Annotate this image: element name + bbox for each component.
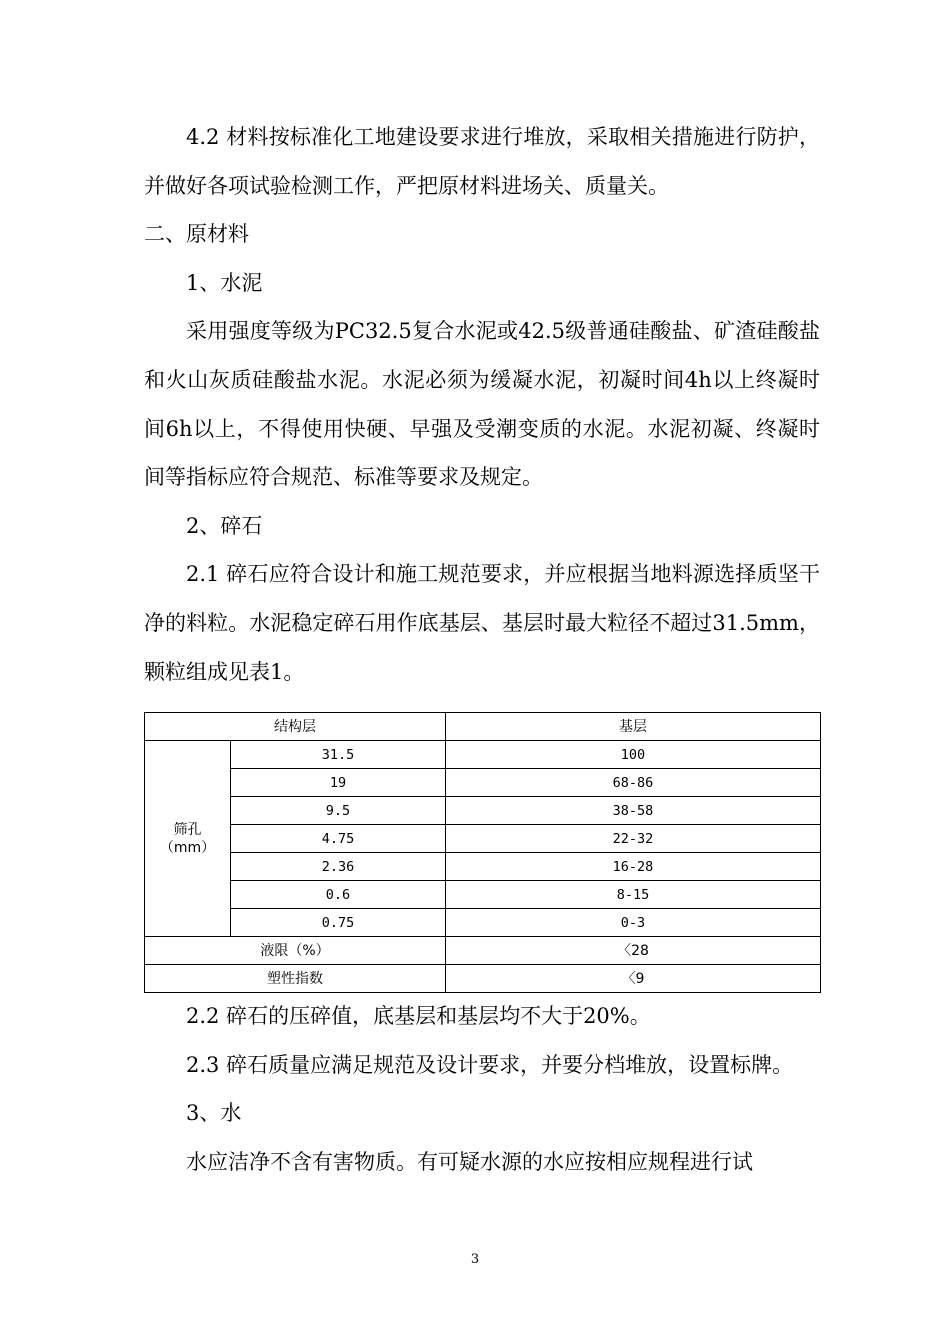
passing-percent: 8-15 (446, 881, 821, 909)
subheading-water: 3、水 (186, 1101, 242, 1126)
table-row (145, 769, 821, 797)
section-heading-raw-materials: 二、原材料 (144, 222, 249, 247)
page-number: 3 (470, 1252, 480, 1267)
table-row (145, 741, 821, 769)
table-row (145, 881, 821, 909)
paragraph-cement: 采用强度等级为PC32.5复合水泥或42.5级普通硅酸盐、矿渣硅酸盐和火山灰质硅酸盐水泥。水泥必须为缓凝水泥，初凝时间4h以上终凝时间6h以上，不得使用快硬、早强及受潮变质的水泥。水泥初凝、终凝时间等指标应符合规范、标准等要求及规定。 (144, 319, 820, 490)
paragraph-2-1: 2.1 碎石应符合设计和施工规范要求，并应根据当地料源选择质坚干净的料粒。水泥稳定碎石用作底基层、基层时最大粒径不超过31.5mm，颗粒组成见表1。 (144, 562, 820, 684)
sieve-size: 2.36 (231, 853, 446, 881)
passing-percent: 16-28 (446, 853, 821, 881)
sieve-unit: （mm） (159, 839, 216, 856)
sieve-label-cell (145, 741, 231, 937)
header-structure-layer: 结构层 (145, 713, 446, 741)
subheading-crushed-stone: 2、碎石 (186, 513, 263, 538)
liquid-limit-label: 液限（%） (145, 937, 446, 965)
subheading-cement: 1、水泥 (186, 270, 263, 295)
sieve-size: 0.75 (231, 909, 446, 937)
paragraph-2-3: 2.3 碎石质量应满足规范及设计要求，并要分档堆放，设置标牌。 (186, 1052, 794, 1077)
sieve-size: 19 (231, 769, 446, 797)
sieve-label: 筛孔 (173, 821, 202, 838)
passing-percent: 100 (446, 741, 821, 769)
plasticity-index-value: 〈9 (446, 965, 821, 993)
passing-percent: 0-3 (446, 909, 821, 937)
header-base-layer: 基层 (446, 713, 821, 741)
table-row (145, 825, 821, 853)
text-block-before-table (144, 113, 820, 696)
liquid-limit-value: 〈28 (446, 937, 821, 965)
gradation-table (144, 712, 821, 993)
paragraph-water: 水应洁净不含有害物质。有可疑水源的水应按相应规程进行试 (186, 1149, 753, 1174)
table-row (145, 797, 821, 825)
paragraph-2-2: 2.2 碎石的压碎值，底基层和基层均不大于20%。 (186, 1004, 651, 1028)
table-row (145, 853, 821, 881)
sieve-size: 0.6 (231, 881, 446, 909)
table-header-row (145, 713, 821, 741)
table-row (145, 909, 821, 937)
sieve-size: 4.75 (231, 825, 446, 853)
passing-percent: 38-58 (446, 797, 821, 825)
sieve-size: 9.5 (231, 797, 446, 825)
passing-percent: 68-86 (446, 769, 821, 797)
liquid-limit-row (145, 937, 821, 965)
paragraph-4-2: 4.2 材料按标准化工地建设要求进行堆放，采取相关措施进行防护，并做好各项试验检测工作，严把原材料进场关、质量关。 (144, 125, 820, 198)
sieve-size: 31.5 (231, 741, 446, 769)
text-block-after-table (144, 992, 820, 1186)
plasticity-index-label: 塑性指数 (145, 965, 446, 993)
passing-percent: 22-32 (446, 825, 821, 853)
gradation-table-wrapper (144, 712, 820, 993)
plasticity-index-row (145, 965, 821, 993)
